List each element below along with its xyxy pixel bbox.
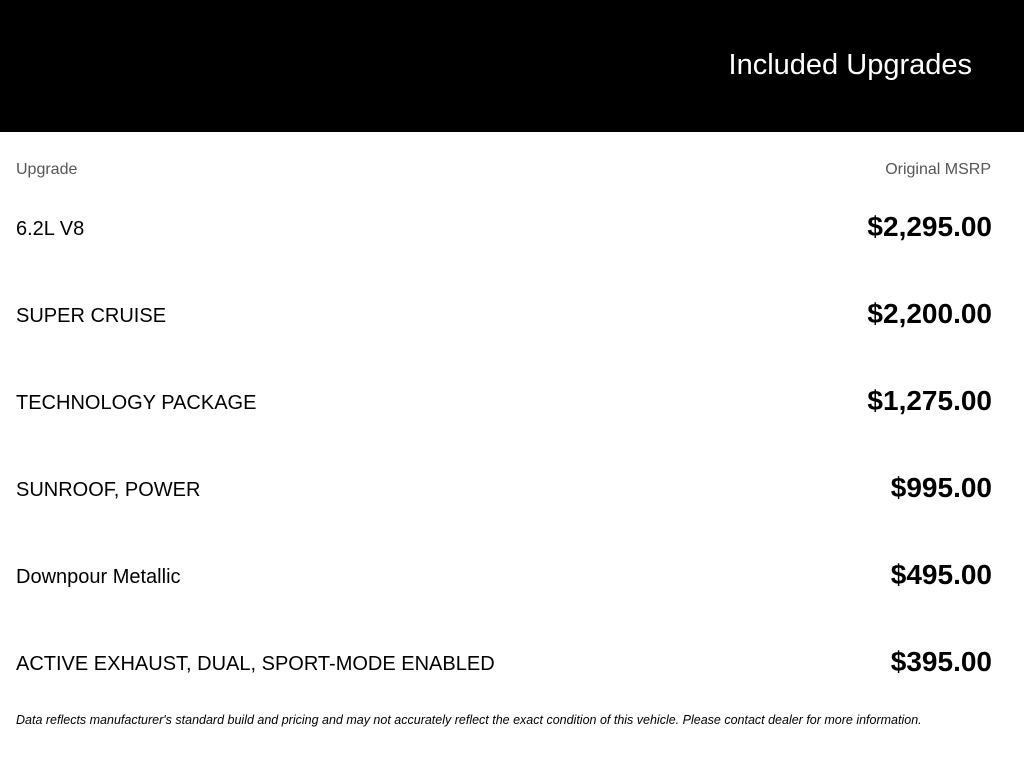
upgrade-price: $2,295.00 bbox=[867, 211, 992, 242]
header-bar bbox=[0, 0, 1024, 132]
upgrade-price: $395.00 bbox=[890, 646, 992, 677]
disclaimer-text: Data reflects manufacturer's standard build and pricing and may not accurately reflect the exact condition of this vehicle. Please contact dealer for more information. bbox=[16, 713, 922, 727]
upgrade-name: TECHNOLOGY PACKAGE bbox=[16, 392, 257, 414]
column-header-upgrade: Upgrade bbox=[16, 161, 78, 178]
column-header-msrp: Original MSRP bbox=[885, 161, 991, 178]
upgrade-name: SUPER CRUISE bbox=[16, 305, 167, 327]
upgrades-list bbox=[0, 185, 1024, 707]
upgrade-name: SUNROOF, POWER bbox=[16, 479, 201, 501]
table-row bbox=[0, 359, 1024, 446]
upgrade-price: $495.00 bbox=[890, 559, 992, 590]
upgrade-name: 6.2L V8 bbox=[16, 218, 85, 240]
upgrade-price: $2,200.00 bbox=[867, 298, 992, 329]
table-row bbox=[0, 620, 1024, 707]
table-row bbox=[0, 272, 1024, 359]
page-title: Included Upgrades bbox=[728, 49, 972, 81]
upgrade-price: $1,275.00 bbox=[867, 385, 992, 416]
upgrade-name: ACTIVE EXHAUST, DUAL, SPORT-MODE ENABLED bbox=[16, 653, 495, 675]
upgrade-name: Downpour Metallic bbox=[16, 566, 181, 588]
upgrade-price: $995.00 bbox=[890, 472, 992, 503]
table-row bbox=[0, 533, 1024, 620]
table-row bbox=[0, 446, 1024, 533]
table-row bbox=[0, 185, 1024, 272]
